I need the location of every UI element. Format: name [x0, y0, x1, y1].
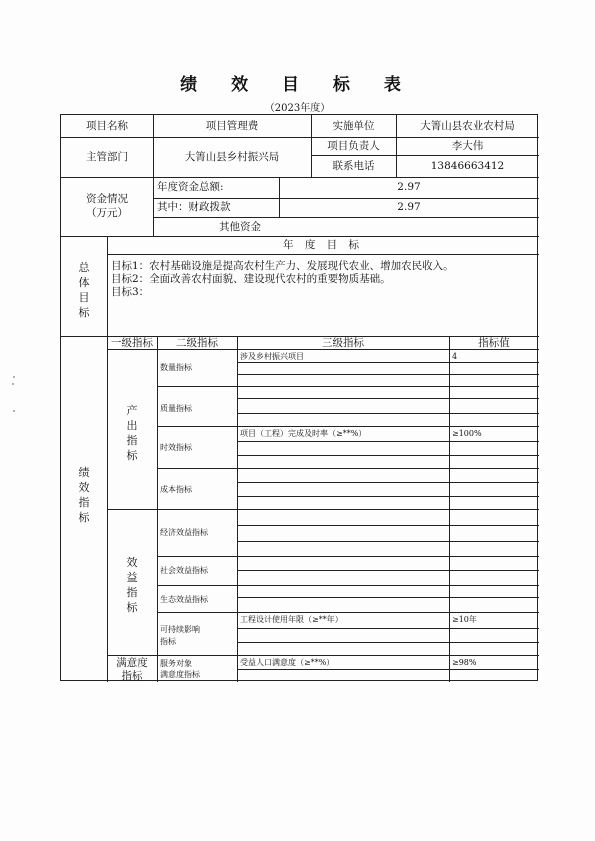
rule	[237, 597, 539, 598]
rule	[237, 441, 539, 442]
rule	[237, 336, 238, 682]
indicators-side-char: 绩	[78, 466, 90, 479]
phone-value: 13846663412	[430, 160, 505, 172]
col-level1-header: 一级指标	[111, 337, 153, 349]
rule	[157, 585, 539, 586]
output-char: 产	[126, 404, 138, 417]
funds-fiscal-value: 2.97	[397, 201, 421, 213]
goals-side-char: 标	[78, 306, 90, 319]
satisfaction-value: ≥98%	[452, 658, 477, 667]
rule	[107, 655, 539, 656]
scan-speck	[13, 410, 15, 412]
rule	[157, 612, 539, 613]
col-level3-header: 三级指标	[322, 337, 364, 349]
indicators-side-label	[77, 465, 91, 525]
indicators-side-char: 指	[78, 496, 90, 509]
cost-label: 成本指标	[160, 485, 192, 494]
rule	[157, 556, 539, 557]
rule	[157, 426, 539, 427]
rule	[61, 177, 539, 178]
rule	[157, 386, 539, 387]
quantity-value: 4	[452, 352, 458, 361]
rule	[153, 198, 539, 199]
rule	[237, 541, 539, 542]
performance-table	[60, 114, 538, 681]
benefit-char: 标	[126, 601, 138, 614]
rule	[237, 374, 539, 375]
goals-side-char: 总	[78, 261, 90, 274]
rule	[107, 254, 539, 255]
satisfaction-label-2: 指标	[121, 670, 143, 682]
rule	[237, 413, 539, 414]
funds-unit: （万元）	[86, 207, 128, 219]
goal-item-2: 目标2：全面改善农村面貌、建设现代农村的重要物质基础。	[111, 273, 391, 285]
rule	[237, 362, 539, 363]
phone-label: 联系电话	[332, 160, 375, 172]
satisfaction-l3: 受益人口满意度（≥**%）	[240, 658, 335, 667]
rule	[237, 669, 539, 670]
quantity-l3: 涉及乡村振兴项目	[240, 352, 304, 361]
rule	[153, 217, 539, 218]
rule	[449, 336, 450, 682]
col-value-header: 指标值	[478, 337, 510, 349]
economic-label: 经济效益指标	[160, 528, 208, 537]
output-char: 指	[126, 434, 138, 447]
funds-total-label: 年度资金总额:	[157, 181, 224, 193]
rule	[237, 482, 539, 483]
implementer-value: 大箐山县农业农村局	[420, 120, 515, 132]
implementer-label: 实施单位	[332, 120, 375, 132]
page-title: 绩 效 目 标 表	[180, 75, 415, 95]
rule	[107, 236, 108, 682]
scan-speck	[13, 376, 15, 378]
sustainable-label-2: 指标	[160, 637, 176, 646]
goal-item-3: 目标3：	[111, 286, 150, 298]
goals-side-char: 目	[78, 291, 90, 304]
sustainable-value: ≥10年	[452, 615, 477, 624]
supervisor-value: 大箐山县乡村振兴局	[184, 151, 280, 163]
project-name-label: 项目名称	[86, 120, 128, 132]
benefit-indicator-label	[125, 555, 139, 615]
rule	[237, 455, 539, 456]
goal-item-1: 目标1：农村基础设施是提高农村生产力、发展现代农业、增加农民收入。	[111, 260, 454, 272]
output-char: 出	[126, 419, 138, 432]
funds-label: 资金情况	[86, 193, 128, 205]
supervisor-label: 主管部门	[86, 151, 128, 163]
quality-label: 质量指标	[160, 404, 192, 413]
rule	[237, 525, 539, 526]
manager-label: 项目负责人	[327, 140, 380, 152]
service-label: 服务对象	[160, 659, 192, 668]
timeliness-l3: 项目（工程）完成及时率（≥**%）	[240, 429, 367, 438]
goals-side-label	[77, 260, 91, 320]
manager-value: 李大伟	[451, 140, 484, 152]
timeliness-value: ≥100%	[452, 429, 482, 438]
ecological-label: 生态效益指标	[160, 595, 208, 604]
scan-speck	[12, 383, 14, 385]
col-level2-header: 二级指标	[176, 337, 218, 349]
sustainable-l3: 工程设计使用年限（≥**年）	[240, 615, 343, 624]
funds-fiscal-label: 其中：财政拨款	[157, 201, 231, 213]
rule	[157, 468, 539, 469]
timeliness-label: 时效指标	[160, 443, 192, 452]
quantity-label: 数量指标	[160, 363, 192, 372]
rule	[237, 398, 539, 399]
benefit-char: 效	[126, 556, 138, 569]
rule	[61, 236, 539, 237]
indicators-side-char: 效	[78, 481, 90, 494]
rule	[157, 336, 158, 682]
rule	[237, 570, 539, 571]
rule	[153, 115, 154, 236]
rule	[237, 496, 539, 497]
goals-side-char: 体	[78, 276, 90, 289]
rule	[237, 642, 539, 643]
rule	[237, 628, 539, 629]
sustainable-label: 可持续影响	[160, 625, 200, 634]
output-char: 标	[126, 449, 138, 462]
funds-total-value: 2.97	[397, 181, 421, 193]
indicators-side-char: 标	[78, 511, 90, 524]
rule	[311, 155, 539, 156]
output-indicator-label	[125, 403, 139, 463]
satisfaction-label: 满意度	[116, 657, 148, 669]
year-label: （2023年度）	[264, 103, 331, 114]
social-label: 社会效益指标	[160, 566, 208, 575]
project-name-value: 项目管理费	[205, 120, 259, 132]
rule	[61, 137, 539, 138]
funds-other-label: 其他资金	[219, 221, 261, 233]
goals-header: 年 度 目 标	[282, 239, 363, 251]
benefit-char: 益	[126, 571, 138, 584]
benefit-char: 指	[126, 586, 138, 599]
rule	[107, 509, 539, 510]
service-label-2: 满意度指标	[160, 670, 200, 679]
